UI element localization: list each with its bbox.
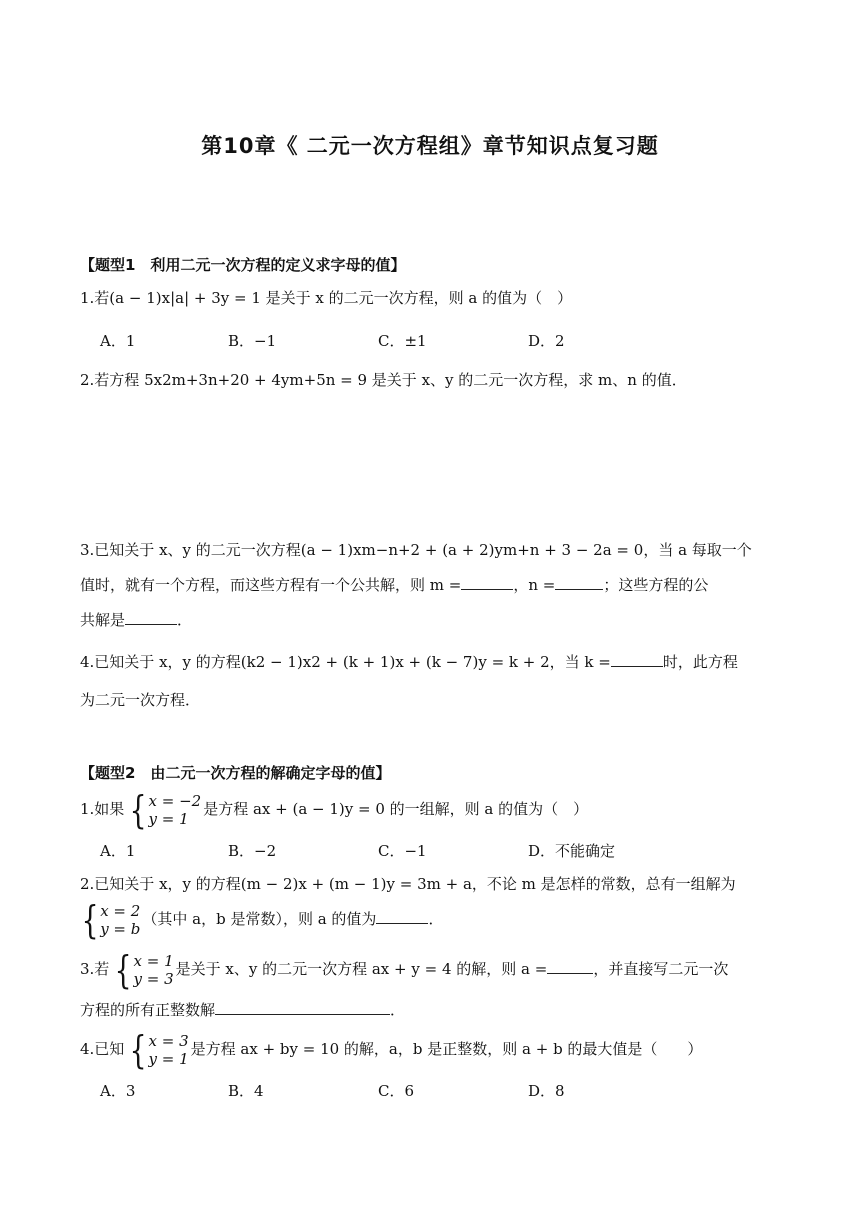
option-a: A．1 — [100, 332, 136, 350]
brace-symbol: { — [114, 948, 132, 992]
text: ． — [390, 1001, 406, 1019]
option-c: C．−1 — [378, 842, 427, 860]
section-heading-2: 【题型2 由二元一次方程的解确定字母的值】 — [80, 764, 391, 782]
option-d: D．2 — [528, 332, 565, 350]
system-row: y = 1 — [148, 810, 189, 828]
question-2-4 — [80, 1028, 703, 1072]
option-b: B．−2 — [228, 842, 277, 860]
text: ． — [177, 611, 193, 629]
page-title: 第10章《 二元一次方程组》章节知识点复习题 — [201, 134, 659, 158]
text: 是方程 ax + by = 10 的解，a，b 是正整数，则 a + b 的最大值是（ ） — [190, 1040, 703, 1058]
option-c: C．±1 — [378, 332, 427, 350]
option-c: C．6 — [378, 1082, 415, 1100]
system-row: x = −2 — [148, 792, 202, 810]
text: 是关于 x、y 的二元一次方程 ax + y = 4 的解，则 a = — [175, 960, 548, 978]
text: ，并直接写二元一次 — [593, 960, 729, 978]
question-2-3-line1 — [80, 948, 729, 992]
option-b: B．−1 — [228, 332, 277, 350]
text: 值时，就有一个方程，而这些方程有一个公共解，则 m = — [80, 576, 462, 594]
answer-blank-solution[interactable] — [125, 610, 177, 625]
question-2-2-line2 — [76, 898, 444, 942]
option-a: A．1 — [100, 842, 136, 860]
text: （其中 a，b 是常数），则 a 的值为 — [142, 910, 377, 928]
brace-symbol: { — [129, 1028, 147, 1072]
text: 4.已知 — [80, 1040, 125, 1058]
option-d: D．不能确定 — [528, 842, 616, 860]
system-row: y = b — [100, 920, 141, 938]
equation-system — [111, 948, 174, 992]
text: 时，此方程 — [662, 653, 738, 671]
question-1-2: 2.若方程 5x2m+3n+20 + 4ym+5n = 9 是关于 x、y 的二元一次方程，求 m、n 的值． — [80, 371, 687, 389]
system-row: y = 1 — [148, 1050, 189, 1068]
equation-system — [78, 898, 141, 942]
question-1-1: 1.若(a − 1)x|a| + 3y = 1 是关于 x 的二元一次方程，则 a 的值为（ ） — [80, 289, 573, 307]
answer-blank-n[interactable] — [555, 575, 603, 590]
text: 3.若 — [80, 960, 110, 978]
question-1-3-line2 — [80, 575, 708, 595]
answer-blank-m[interactable] — [461, 575, 513, 590]
system-row: x = 2 — [100, 902, 141, 920]
text: 是方程 ax + (a − 1)y = 0 的一组解，则 a 的值为（ ） — [203, 800, 589, 818]
text: 共解是 — [80, 611, 126, 629]
answer-blank-solutions[interactable] — [215, 1000, 390, 1015]
text: ，n = — [513, 576, 556, 594]
text: 1.如果 — [80, 800, 125, 818]
option-d: D．8 — [528, 1082, 565, 1100]
question-2-2-line1: 2.已知关于 x，y 的方程(m − 2)x + (m − 1)y = 3m + a，不论 m 是怎样的常数，总有一组解为 — [80, 875, 736, 893]
answer-blank-k[interactable] — [611, 652, 663, 667]
question-2-1 — [80, 788, 589, 832]
option-b: B．4 — [228, 1082, 264, 1100]
system-row: y = 3 — [133, 970, 174, 988]
brace-symbol: { — [81, 898, 99, 942]
equation-system — [126, 1028, 189, 1072]
question-1-3-line1: 3.已知关于 x、y 的二元一次方程(a − 1)xm−n+2 + (a + 2)ym+n + 3 − 2a = 0，当 a 每取一个 — [80, 541, 752, 559]
answer-blank-a[interactable] — [547, 959, 593, 974]
text: ． — [428, 910, 444, 928]
question-1-3-line3 — [80, 610, 192, 630]
brace-symbol: { — [129, 788, 147, 832]
equation-system — [126, 788, 202, 832]
question-2-3-line2 — [80, 1000, 405, 1020]
text: 方程的所有正整数解 — [80, 1001, 216, 1019]
option-a: A．3 — [100, 1082, 136, 1100]
section-heading-1: 【题型1 利用二元一次方程的定义求字母的值】 — [80, 256, 406, 274]
question-1-4-line1 — [80, 652, 738, 672]
question-1-4-line2: 为二元一次方程． — [80, 691, 201, 709]
text: 4.已知关于 x，y 的方程(k2 − 1)x2 + (k + 1)x + (k − 7)y = k + 2，当 k = — [80, 653, 611, 671]
system-row: x = 3 — [148, 1032, 189, 1050]
system-row: x = 1 — [133, 952, 174, 970]
answer-blank-a[interactable] — [376, 909, 428, 924]
text: ；这些方程的公 — [603, 576, 709, 594]
